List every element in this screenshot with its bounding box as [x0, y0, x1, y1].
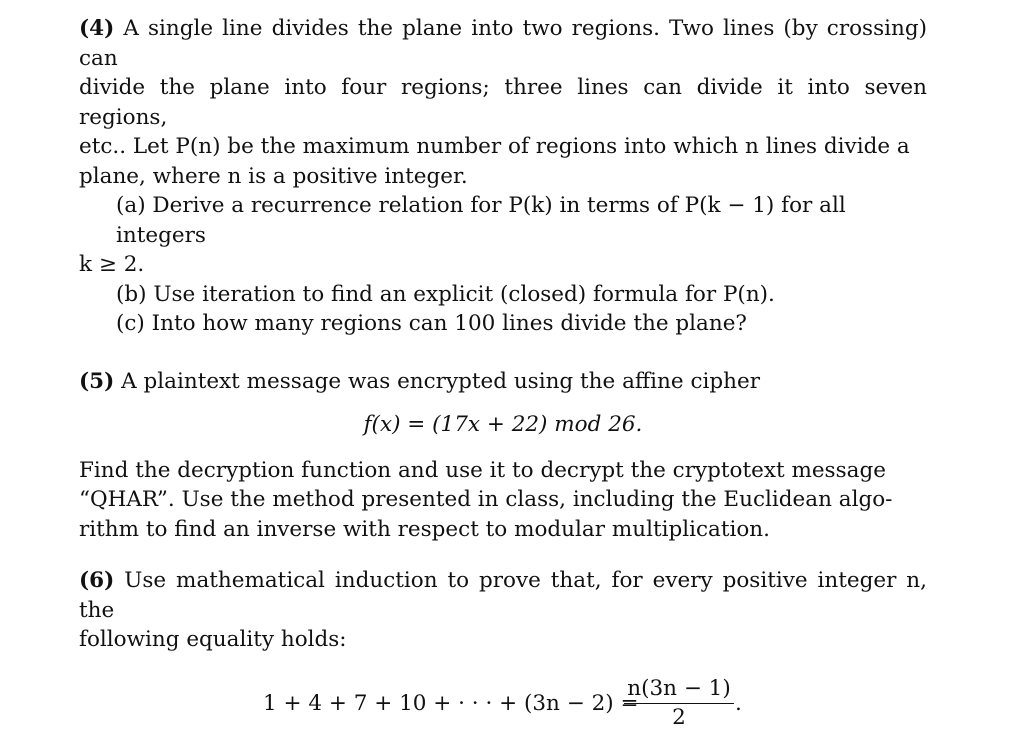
- problem-5-line-1: [79, 367, 927, 397]
- problem-4-line-4: plane, where n is a positive integer.: [79, 163, 468, 189]
- affine-cipher-equation: f(x) = (17x + 22) mod 26.: [363, 412, 643, 437]
- problem-4-line-2: divide the plane into four regions; three lines can divide it into seven regions,: [79, 75, 927, 130]
- summation-equation: [79, 675, 927, 735]
- fraction-numerator: n(3n − 1): [624, 675, 734, 704]
- homework-page: [79, 14, 927, 735]
- problem-4-intro-1: A single line divides the plane into two regions. Two lines (by crossing) can: [79, 16, 927, 71]
- problem-4-part-c: (c) Into how many regions can 100 lines divide the plane?: [116, 311, 747, 336]
- equation-period: .: [735, 690, 742, 716]
- summation-lhs: 1 + 4 + 7 + 10 + · · · + (3n − 2) =: [263, 690, 639, 716]
- problem-4-line-3: etc.. Let P(n) be the maximum number of regions into which n lines divide a: [79, 134, 910, 159]
- problem-5-intro: A plaintext message was encrypted using the affine cipher: [121, 368, 760, 394]
- problem-6: [79, 566, 927, 735]
- problem-5-body-3: rithm to find an inverse with respect to modular multiplication.: [79, 516, 770, 542]
- problem-4-part-b: (b) Use iteration to find an explicit (closed) formula for P(n).: [116, 281, 775, 307]
- problem-5-body-2: “QHAR”. Use the method presented in class, including the Euclidean algo-: [79, 487, 893, 512]
- summation-fraction: [624, 675, 734, 731]
- problem-6-line-2: following equality holds:: [79, 627, 347, 652]
- problem-4-part-a-cont: k ≥ 2.: [79, 252, 145, 277]
- problem-4-number: (4): [79, 16, 115, 41]
- problem-6-line-1: [79, 566, 927, 625]
- problem-5-body-1: Find the decryption function and use it to decrypt the cryptotext message: [79, 457, 886, 483]
- fraction-denominator: 2: [672, 704, 686, 730]
- problem-4-part-a: (a) Derive a recurrence relation for P(k) in terms of P(k − 1) for all integers: [116, 193, 846, 248]
- problem-6-intro-1: Use mathematical induction to prove that, for every positive integer n, the: [79, 568, 927, 623]
- problem-4: [79, 14, 927, 339]
- problem-5: [79, 367, 927, 545]
- problem-4-line-1: [79, 14, 927, 73]
- problem-5-number: (5): [79, 368, 115, 394]
- problem-6-number: (6): [79, 568, 115, 593]
